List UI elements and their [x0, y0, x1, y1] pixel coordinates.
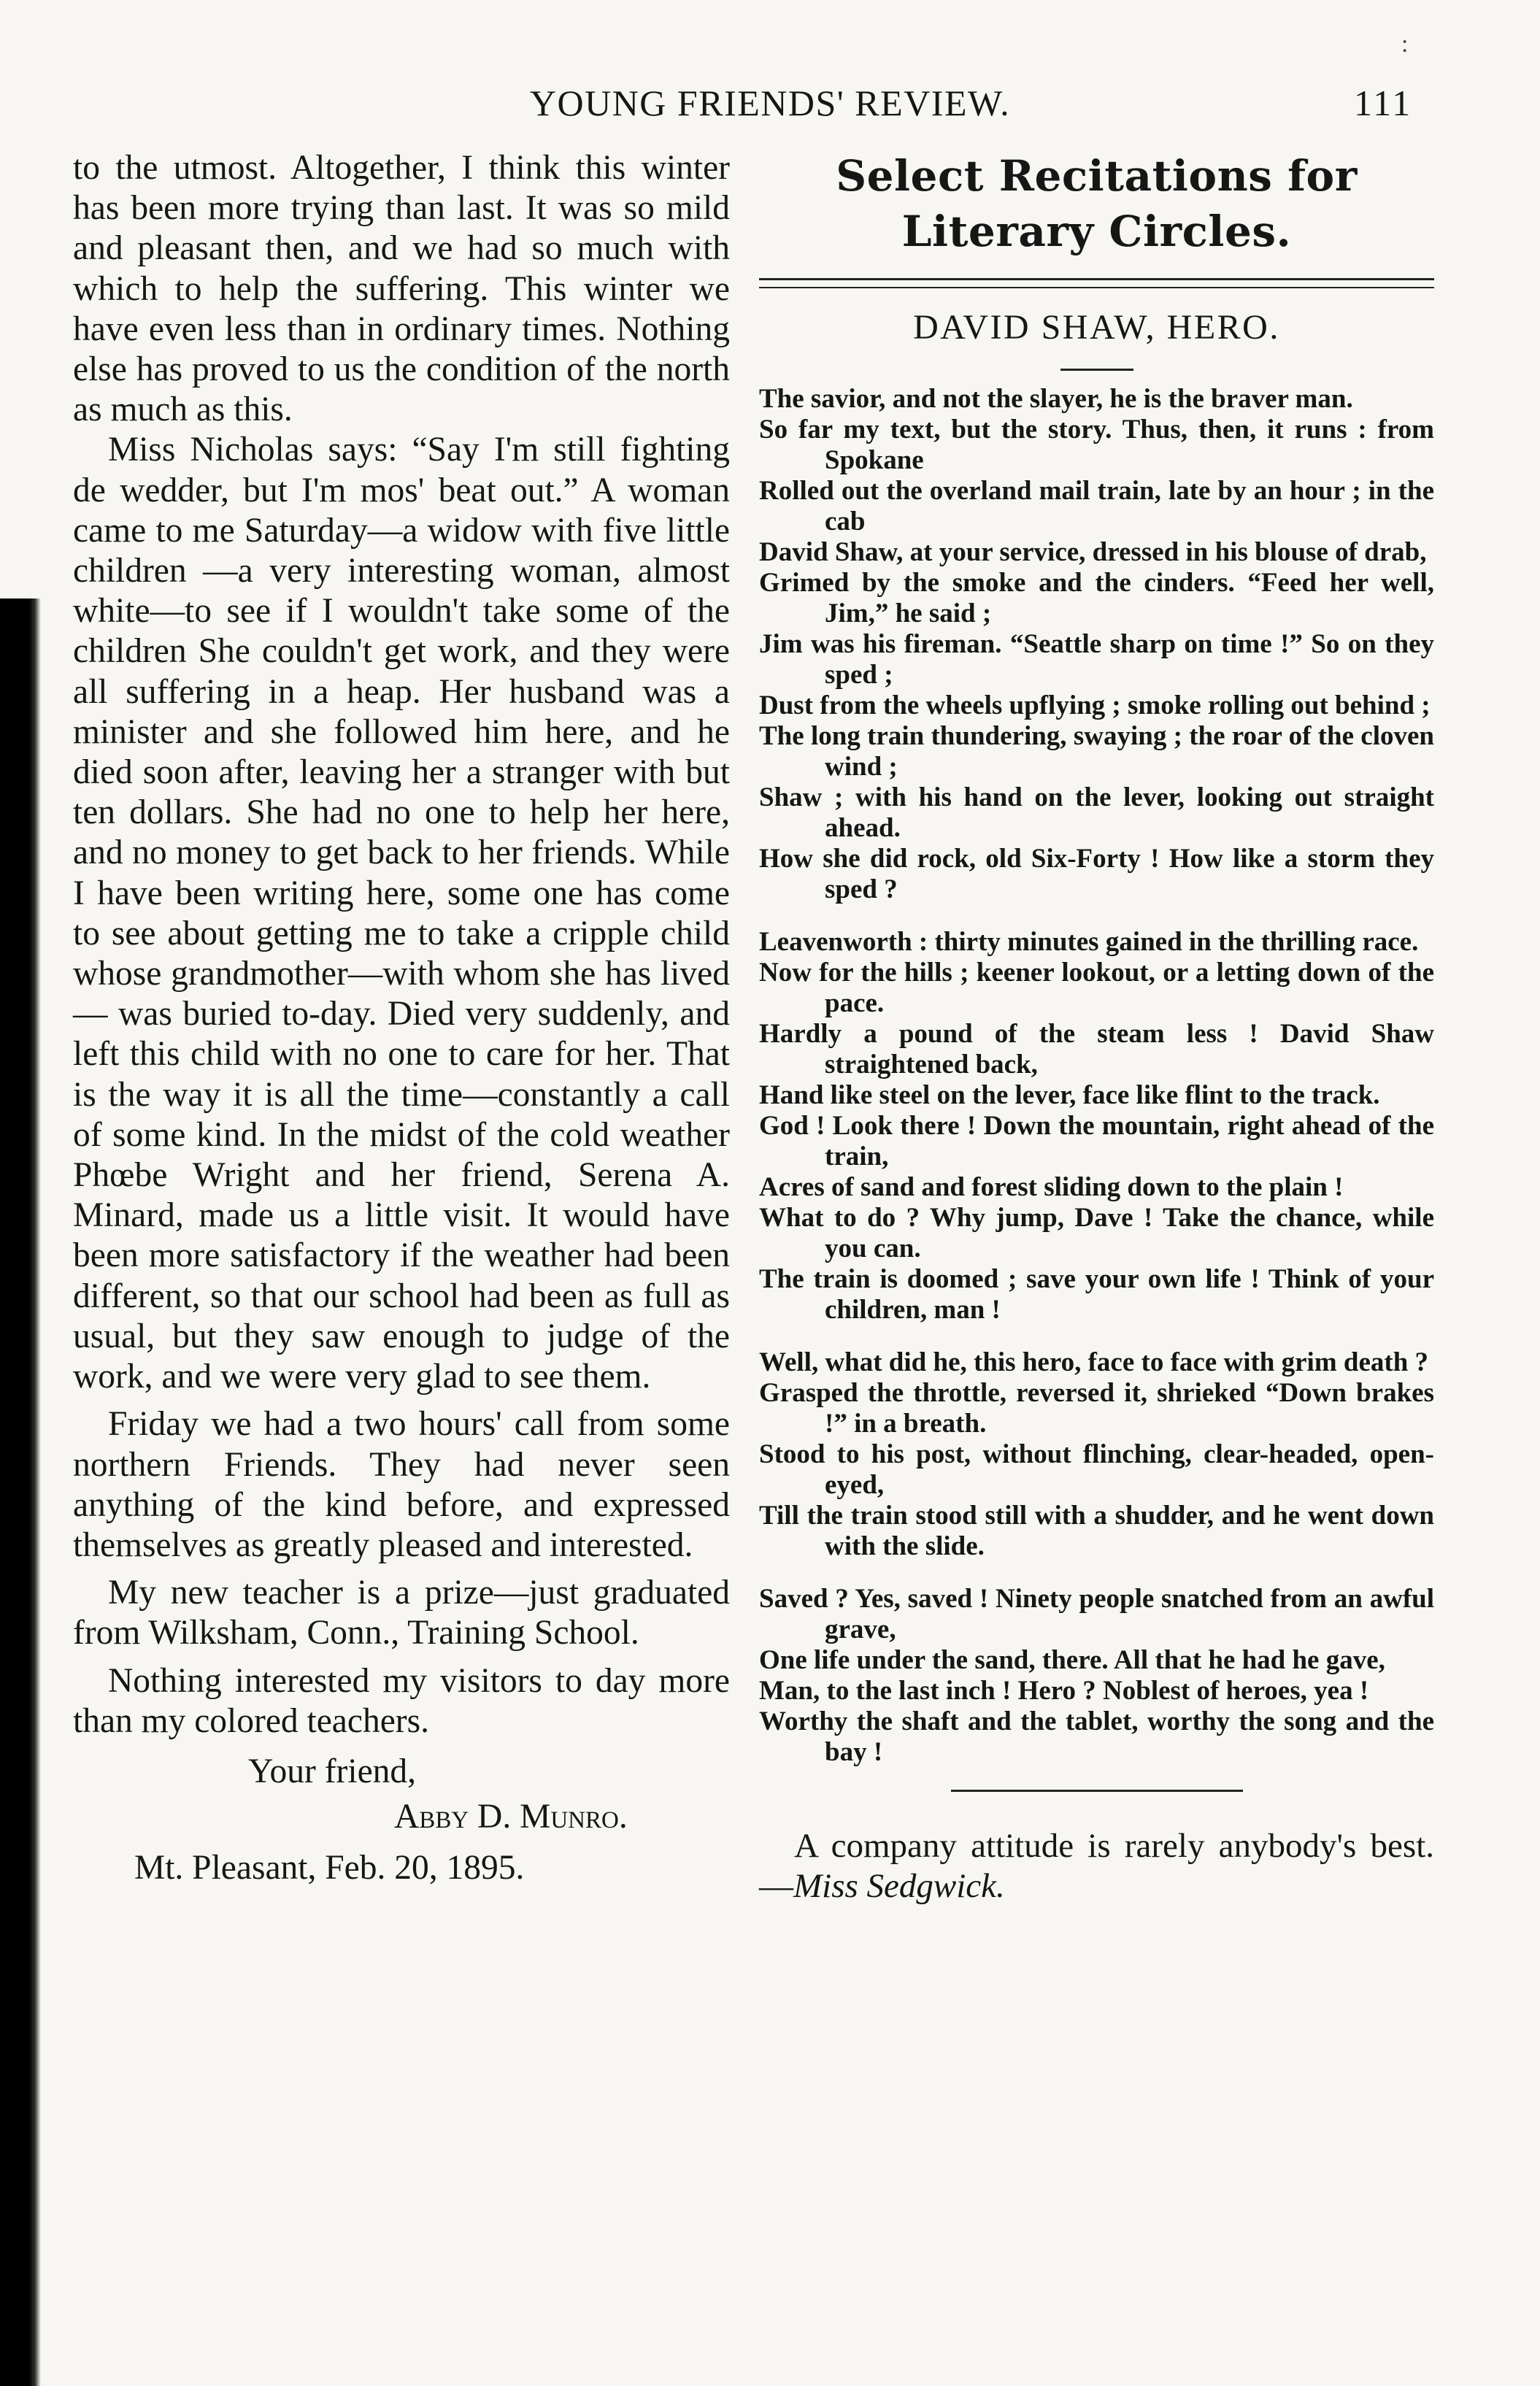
recitations-column — [759, 148, 1434, 1941]
end-rule-divider — [951, 1790, 1243, 1792]
epigram — [759, 1826, 1434, 1906]
poem-line: What to do ? Why jump, Dave ! Take the chance, while you can. — [759, 1203, 1434, 1263]
poem-line: Now for the hills ; keener lookout, or a letting down of the pace. — [759, 958, 1434, 1018]
poem-title: DAVID SHAW, HERO. — [913, 308, 1280, 347]
scan-binding-edge — [0, 599, 41, 2386]
poem-line: Grimed by the smoke and the cinders. “Feed her well, Jim,” he said ; — [759, 568, 1434, 628]
page-header — [0, 82, 1540, 133]
poem-line: How she did rock, old Six-Forty ! How like a storm they sped ? — [759, 844, 1434, 904]
poem-line: God ! Look there ! Down the mountain, right ahead of the train, — [759, 1111, 1434, 1171]
poem-line: David Shaw, at your service, dressed in his blouse of drab, — [759, 537, 1427, 567]
poem-stanza — [759, 384, 1434, 905]
poem-line: Acres of sand and forest sliding down to the plain ! — [759, 1172, 1344, 1202]
poem-line: Jim was his fireman. “Seattle sharp on time !” So on they sped ; — [759, 629, 1434, 690]
letter-paragraph: My new teacher is a prize—just graduated from Wilksham, Conn., Training School. — [73, 1574, 730, 1652]
poem-line: Hardly a pound of the steam less ! David Shaw straightened back, — [759, 1019, 1434, 1080]
letter-paragraph: Nothing interested my visitors to day more than my colored teachers. — [73, 1661, 730, 1740]
letter-closing — [73, 1749, 730, 1890]
poem-line: Dust from the wheels upflying ; smoke rolling out behind ; — [759, 690, 1431, 720]
double-rule-divider — [759, 278, 1434, 288]
poem-line: Till the train stood still with a shudder, and he went down with the slide. — [759, 1501, 1434, 1561]
poem-line: Grasped the throttle, reversed it, shrieked “Down brakes !” in a breath. — [759, 1378, 1434, 1439]
running-title: YOUNG FRIENDS' REVIEW. — [529, 82, 1011, 123]
title-rule-divider — [1060, 369, 1133, 371]
letter-paragraph: to the utmost. Altogether, I think this winter has been more trying than last. It was so mild and pleasant then, and we had so much with which to help the suffering. This winter we have even less than in ordinary times. Nothing else has proved to us the condition of the north as much as this. — [73, 149, 730, 429]
signature: Abby D. Munro. — [394, 1797, 628, 1836]
poem-line: Shaw ; with his hand on the lever, looking out straight ahead. — [759, 782, 1434, 843]
poem-line: The long train thundering, swaying ; the roar of the cloven wind ; — [759, 721, 1434, 782]
poem-line: Hand like steel on the lever, face like flint to the track. — [759, 1080, 1380, 1110]
letter-paragraph: Friday we had a two hours' call from some northern Friends. They had never seen anything of the kind before, and expressed themselves as greatly pleased and interested. — [73, 1405, 730, 1564]
epigram-text: A company attitude is rarely anybody's best.— — [759, 1827, 1434, 1905]
poem-stanza — [759, 927, 1434, 1325]
poem-line: So far my text, but the story. Thus, then, it runs : from Spokane — [759, 415, 1434, 475]
poem-line: Rolled out the overland mail train, late by an hour ; in the cab — [759, 476, 1434, 536]
place-date: Mt. Pleasant, Feb. 20, 1895. — [134, 1848, 525, 1887]
poem-line: Leavenworth : thirty minutes gained in the thrilling race. — [759, 927, 1419, 957]
poem-line: The train is doomed ; save your own life ! Think of your children, man ! — [759, 1264, 1434, 1325]
letter-paragraph: Miss Nicholas says: “Say I'm still fighting de wedder, but I'm mos' beat out.” A woman came to me Saturday—a widow with five little children —a very interesting woman, almost white—to see if I wouldn't take some of the children She couldn't get work, and they were all suffering in a heap. Her husband was a minister and she followed him here, and he died soon after, leaving her a stranger with but ten dollars. She had no one to help her here, and no money to get back to her friends. While I have been writing here, some one has come to see about getting me to take a cripple child whose grandmother—with whom she has lived — was buried to-day. Died very suddenly, and left this child with no one to care for her. That is the way it is all the time—constantly a call of some kind. In the midst of the cold weather Phœbe Wright and her friend, Serena A. Minard, made us a little visit. It would have been more satisfactory if the weather had been different, so that our school had been as full as usual, but they saw enough to judge of the work, and we were very glad to see them. — [73, 431, 730, 1396]
page-number: 111 — [1354, 82, 1413, 123]
poem-stanza — [759, 1584, 1434, 1768]
poem-line: Well, what did he, this hero, face to face with grim death ? — [759, 1347, 1429, 1377]
epigram-author: Miss Sedgwick. — [793, 1867, 1005, 1905]
section-heading: Select Recitations for Literary Circles. — [836, 151, 1358, 256]
poem-line: One life under the sand, there. All that he had he gave, — [759, 1645, 1385, 1675]
poem-line: Worthy the shaft and the tablet, worthy the song and the bay ! — [759, 1706, 1434, 1767]
poem-line: Saved ? Yes, saved ! Ninety people snatched from an awful grave, — [759, 1584, 1434, 1644]
salutation: Your friend, — [248, 1752, 417, 1790]
poem-line: Man, to the last inch ! Hero ? Noblest of heroes, yea ! — [759, 1676, 1369, 1706]
poem-line: Stood to his post, without flinching, clear-headed, open-eyed, — [759, 1439, 1434, 1500]
poem-body — [759, 384, 1434, 1768]
poem-stanza — [759, 1347, 1434, 1562]
letter-column — [73, 148, 730, 1890]
corner-mark: : — [1401, 31, 1409, 58]
poem-line: The savior, and not the slayer, he is the braver man. — [759, 384, 1353, 414]
